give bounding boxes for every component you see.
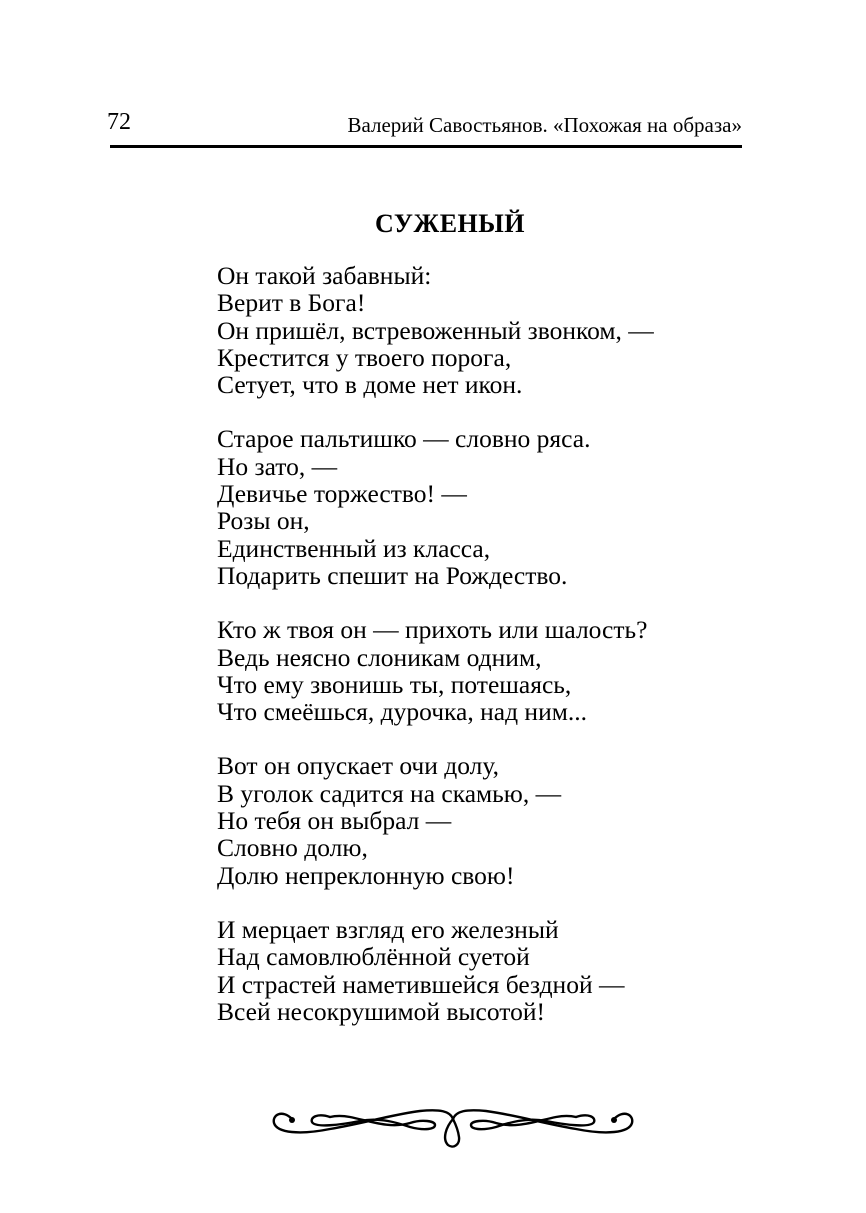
poem-line: Старое пальтишко — словно ряса. bbox=[217, 424, 591, 454]
poem-line: Крестится у твоего порога, bbox=[217, 342, 512, 372]
poem-body bbox=[217, 262, 654, 1052]
stanza-2 bbox=[217, 425, 654, 589]
poem-line: В уголок садится на скамью, — bbox=[217, 778, 562, 808]
poem-line: Сетует, что в доме нет икон. bbox=[217, 370, 523, 400]
poem-line: Он пришёл, встревоженный звонком, — bbox=[217, 315, 654, 345]
poem-line: Словно долю, bbox=[217, 833, 368, 863]
header-rule bbox=[110, 145, 742, 148]
poem-title: СУЖЕНЫЙ bbox=[374, 209, 526, 238]
poem-line: Девичье торжество! — bbox=[217, 479, 467, 509]
running-head: Валерий Савостьянов. «Похожая на образа» bbox=[347, 113, 742, 137]
poem-line: И мерцает взгляд его железный bbox=[217, 914, 559, 944]
stanza-3 bbox=[217, 616, 654, 725]
poem-line: Розы он, bbox=[217, 506, 310, 536]
poem-line: Всей несокрушимой высотой! bbox=[217, 996, 545, 1026]
poem-line: Единственный из класса, bbox=[217, 533, 491, 563]
poem-line: Вот он опускает очи долу, bbox=[217, 751, 499, 781]
poem-line: Долю непреклонную свою! bbox=[217, 860, 515, 890]
poem-line: Ведь неясно слоникам одним, bbox=[217, 642, 542, 672]
poem-line: Над самовлюблённой суетой bbox=[217, 942, 530, 972]
poem-line: Кто ж твоя он — прихоть или шалость? bbox=[217, 615, 648, 645]
stanza-1 bbox=[217, 262, 654, 398]
poem-line: Но зато, — bbox=[217, 451, 338, 481]
poem-line: Что смеёшься, дурочка, над ним... bbox=[217, 697, 587, 727]
poem-line: Что ему звонишь ты, потешаясь, bbox=[217, 669, 572, 699]
poem-line: Но тебя он выбрал — bbox=[217, 806, 452, 836]
flourish-divider-icon bbox=[270, 1095, 636, 1151]
poem-line: Он такой забавный: bbox=[217, 261, 432, 290]
poem-line: Верит в Бога! bbox=[217, 288, 366, 318]
stanza-4 bbox=[217, 752, 654, 888]
poem-line: И страстей наметившейся бездной — bbox=[217, 969, 625, 999]
stanza-5 bbox=[217, 916, 654, 1025]
poem-line: Подарить спешит на Рождество. bbox=[217, 560, 568, 590]
page-number: 72 bbox=[107, 109, 131, 135]
